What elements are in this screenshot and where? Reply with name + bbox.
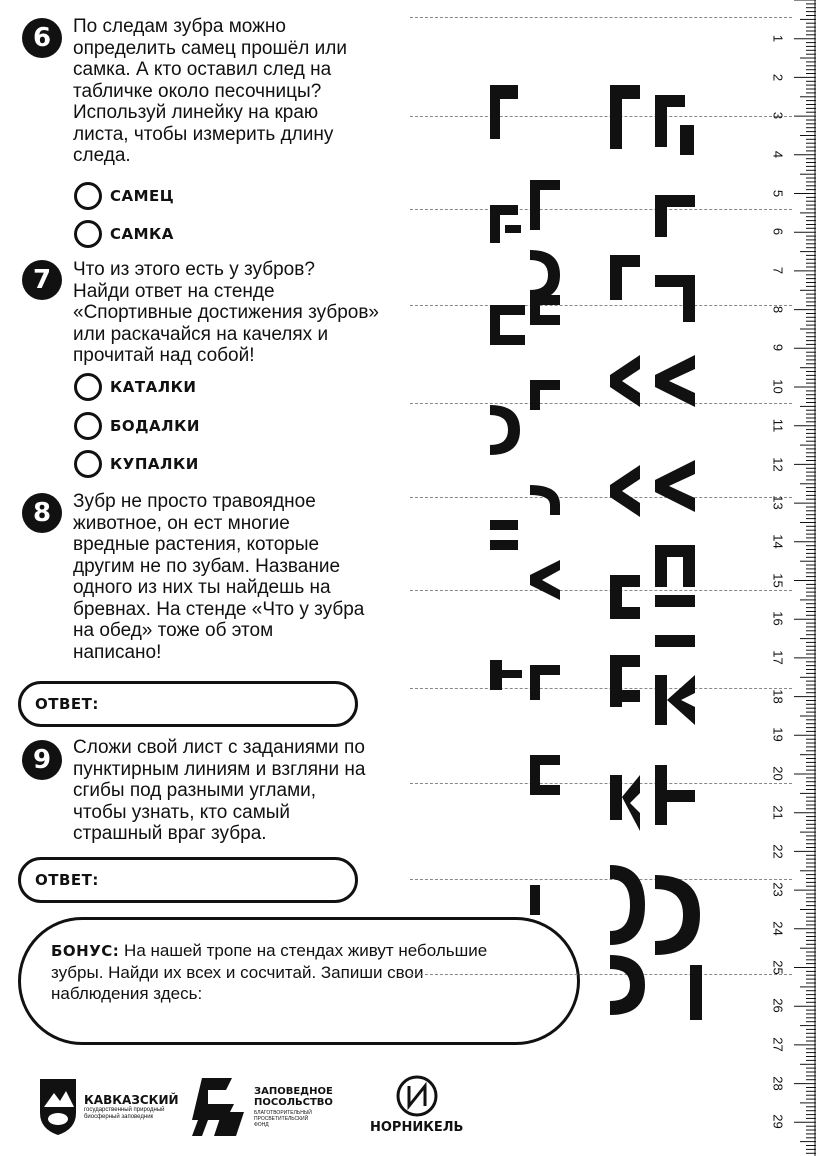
ruler-number: 26 bbox=[770, 998, 786, 1014]
ruler-number: 13 bbox=[770, 495, 786, 510]
option-label: КАТАЛКИ bbox=[110, 378, 197, 396]
task-6-text: По следам зубра можно определить самец прошёл или самка. А кто оставил след на табличке около песочницы? Используй линейку на краю листа, чтобы измерить длину следа. bbox=[73, 16, 347, 166]
answer-label: ОТВЕТ: bbox=[35, 695, 99, 713]
ruler-number: 12 bbox=[770, 456, 786, 472]
nornickel-mark-icon bbox=[395, 1074, 439, 1118]
ruler-number: 17 bbox=[770, 650, 786, 665]
task-7-option-1[interactable] bbox=[74, 373, 196, 401]
task-7-option-3[interactable] bbox=[74, 450, 199, 478]
ruler-number: 27 bbox=[770, 1037, 786, 1052]
option-label: КУПАЛКИ bbox=[110, 455, 199, 473]
ruler-number: 25 bbox=[770, 959, 786, 975]
zapoved-subtitle: БЛАГОТВОРИТЕЛЬНЫЙ ПРОСВЕТИТЕЛЬСКИЙ ФОНД bbox=[254, 1110, 312, 1128]
bison-shield-icon bbox=[38, 1077, 78, 1137]
ruler-number: 29 bbox=[770, 1114, 786, 1130]
ruler-number: 4 bbox=[770, 150, 786, 158]
ruler-number: 8 bbox=[770, 305, 786, 313]
ruler-number: 3 bbox=[770, 112, 786, 120]
zapovednoe-logo bbox=[192, 1078, 333, 1136]
radio-circle[interactable] bbox=[74, 412, 102, 440]
kavkaz-logo bbox=[38, 1077, 179, 1137]
ruler-number: 14 bbox=[770, 534, 786, 549]
task-number-6: 6 bbox=[22, 18, 62, 58]
task-number-7: 7 bbox=[22, 260, 62, 300]
kavkaz-title: КАВКАЗСКИЙ bbox=[84, 1093, 179, 1107]
ruler-number: 23 bbox=[770, 882, 786, 897]
task-7-text: Что из этого есть у зубров? Найди ответ на стенде «Спортивные достижения зубров» или раскачайся на качелях и прочитай над собой! bbox=[73, 259, 380, 366]
ruler bbox=[793, 0, 816, 1156]
task-6-option-2[interactable] bbox=[74, 220, 174, 248]
option-label: САМЕЦ bbox=[110, 187, 175, 205]
radio-circle[interactable] bbox=[74, 182, 102, 210]
task-number-9: 9 bbox=[22, 740, 62, 780]
kavkaz-subtitle: государственный природный биосферный заповедник bbox=[84, 1107, 165, 1120]
option-label: БОДАЛКИ bbox=[110, 417, 200, 435]
task-9-answer-field[interactable] bbox=[18, 857, 358, 903]
ruler-number: 9 bbox=[770, 344, 786, 352]
bonus-body: На нашей тропе на стендах живут небольшие зубры. Найди их всех и сосчитай. Запиши свои наблюдения здесь: bbox=[51, 941, 488, 1003]
nornickel-label: НОРНИКЕЛЬ bbox=[370, 1120, 464, 1135]
ruler-number: 2 bbox=[770, 73, 786, 81]
zapoved-title: ЗАПОВЕДНОЕ ПОСОЛЬСТВО bbox=[254, 1086, 333, 1108]
ruler-number: 7 bbox=[770, 266, 786, 275]
ruler-number: 19 bbox=[770, 727, 786, 743]
ruler-number: 28 bbox=[770, 1075, 786, 1091]
ruler-number: 20 bbox=[770, 766, 786, 781]
ruler-number: 21 bbox=[770, 805, 786, 820]
task-6-option-1[interactable] bbox=[74, 182, 174, 210]
embassy-mark-icon bbox=[192, 1078, 248, 1136]
radio-circle[interactable] bbox=[74, 450, 102, 478]
ruler-number: 1 bbox=[770, 34, 786, 42]
bonus-heading: БОНУС: bbox=[51, 942, 120, 960]
task-8-text: Зубр не просто травоядное животное, он ест многие вредные растения, которые другим не по зубам. Название одного из них ты найдешь на бревнах. На стенде «Что у зубра на обед» тоже об этом написано! bbox=[73, 491, 365, 663]
ruler-number: 15 bbox=[770, 572, 786, 588]
option-label: САМКА bbox=[110, 225, 174, 243]
task-8-answer-field[interactable] bbox=[18, 681, 358, 727]
ruler-number: 6 bbox=[770, 228, 786, 236]
fold-puzzle-graphic bbox=[485, 75, 725, 1020]
answer-label: ОТВЕТ: bbox=[35, 871, 99, 889]
ruler-number: 16 bbox=[770, 611, 786, 627]
ruler-number: 24 bbox=[770, 921, 786, 936]
task-9-text: Сложи свой лист с заданиями по пунктирным линиям и взгляни на сгибы под разными углами, чтобы узнать, кто самый страшный враг зубра. bbox=[73, 737, 366, 844]
ruler-number: 10 bbox=[770, 379, 786, 394]
ruler-number: 11 bbox=[770, 418, 786, 433]
ruler-number: 22 bbox=[770, 843, 786, 859]
nornickel-logo bbox=[370, 1074, 463, 1135]
ruler-number: 5 bbox=[770, 189, 786, 197]
task-number-8: 8 bbox=[22, 493, 62, 533]
ruler-number: 18 bbox=[770, 688, 786, 704]
radio-circle[interactable] bbox=[74, 220, 102, 248]
fold-line bbox=[410, 17, 792, 18]
task-7-option-2[interactable] bbox=[74, 412, 200, 440]
radio-circle[interactable] bbox=[74, 373, 102, 401]
